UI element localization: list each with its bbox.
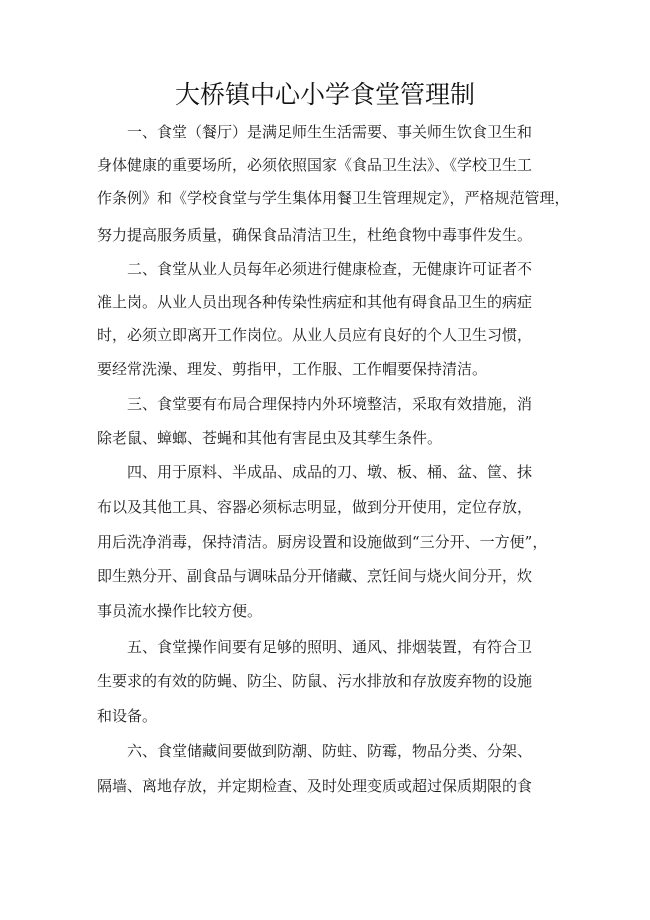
text-line: 作条例》和《学校食堂与学生集体用餐卫生管理规定》，严格规范管理，: [97, 189, 570, 207]
text-line: 事员流水操作比较方便。: [97, 602, 263, 620]
text-line: 要经常洗澡、理发、剪指甲，工作服、工作帽要保持清洁。: [97, 360, 488, 378]
text-line: 用后洗净消毒，保持清洁。厨房设置和设施做到“三分开、一方便”，: [97, 533, 548, 551]
text-line: 四、用于原料、半成品、成品的刀、墩、板、桶、盆、筐、抹: [127, 463, 533, 481]
text-line: 六、食堂储藏间要做到防潮、防蛀、防霉，物品分类、分架、: [127, 742, 533, 760]
text-line: 即生熟分开、副食品与调味品分开储藏、烹饪间与烧火间分开，炊: [97, 567, 533, 585]
page-title: 大桥镇中心小学食堂管理制: [174, 80, 475, 109]
text-line: 身体健康的重要场所，必须依照国家《食品卫生法》、《学校卫生工: [97, 156, 533, 174]
text-line: 除老鼠、蟑螂、苍蝇和其他有害昆虫及其孳生条件。: [97, 429, 443, 447]
text-line: 布以及其他工具、容器必须标志明显，做到分开使用，定位存放，: [97, 498, 533, 516]
text-line: 努力提高服务质量，确保食品清洁卫生，杜绝食物中毒事件发生。: [97, 226, 533, 244]
text-line: 时，必须立即离开工作岗位。从业人员应有良好的个人卫生习惯，: [97, 326, 533, 344]
text-line: 一、食堂（餐厅）是满足师生生活需要、事关师生饮食卫生和: [127, 123, 533, 141]
text-line: 五、食堂操作间要有足够的照明、通风、排烟装置，有符合卫: [127, 638, 533, 656]
text-line: 和设备。: [97, 707, 158, 725]
text-line: 准上岗。从业人员出现各种传染性病症和其他有碍食品卫生的病症: [97, 293, 533, 311]
text-line: 三、食堂要有布局合理保持内外环境整洁，采取有效措施，消: [127, 395, 533, 413]
text-line: 隔墙、离地存放，并定期检查、及时处理变质或超过保质期限的食: [97, 777, 533, 795]
text-line: 生要求的有效的防蝇、防尘、防鼠、污水排放和存放废弃物的设施: [97, 672, 533, 690]
text-line: 二、食堂从业人员每年必须进行健康检查，无健康许可证者不: [127, 260, 533, 278]
